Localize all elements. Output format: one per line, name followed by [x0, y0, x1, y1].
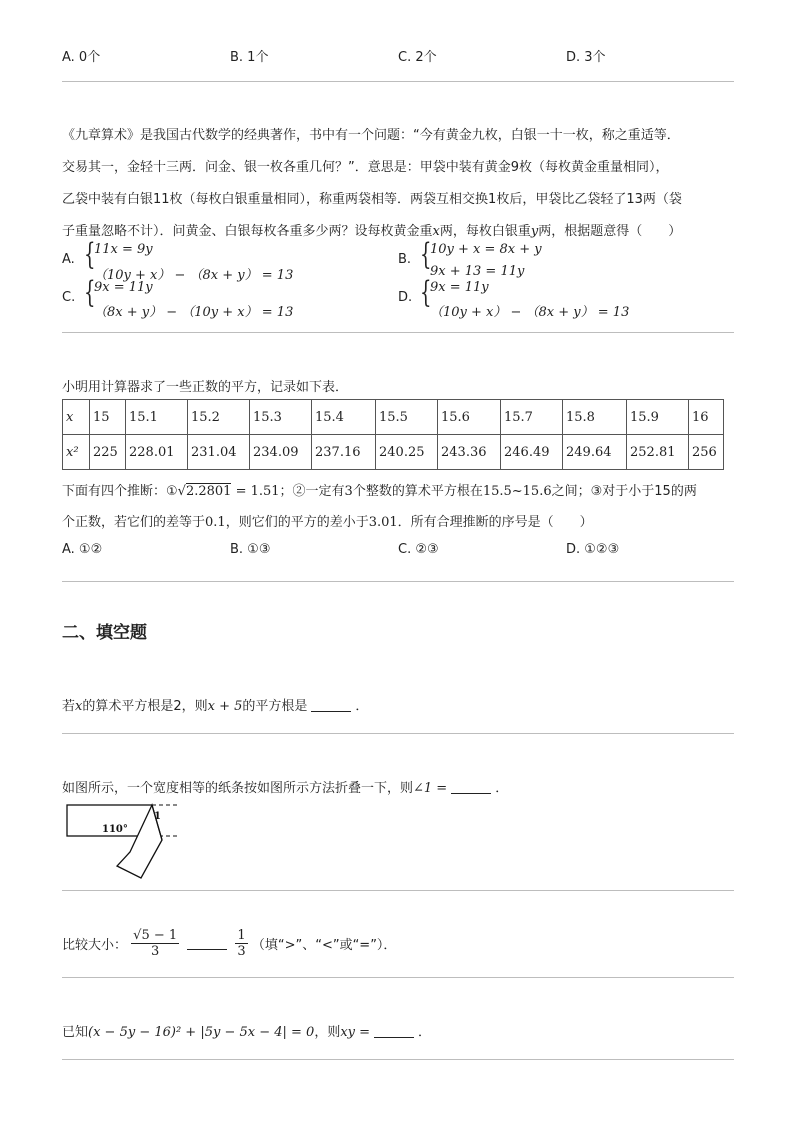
- table-cell: 15.1: [126, 400, 188, 435]
- fill-expr: (x − 5y − 16)² + |5y − 5x − 4| = 0: [88, 1025, 315, 1040]
- squares-table: [62, 399, 724, 470]
- table-cell: 15.7: [501, 400, 563, 435]
- calc-option-b[interactable]: B. ①③: [230, 542, 271, 557]
- question-line: 交易其一，金轻十三两．问金、银一枚各重几何？”．意思是：甲袋中装有黄金9枚（每枚黄金重量相同），: [62, 160, 669, 175]
- fraction-2: [235, 928, 247, 959]
- table-cell: 240.25: [376, 435, 438, 470]
- table-cell: x: [63, 400, 90, 435]
- fill-text: ，则: [314, 1025, 341, 1040]
- option-d-eq2: （10y + x） − （8x + y） = 13: [430, 305, 630, 320]
- answer-blank[interactable]: [311, 699, 351, 712]
- calc-option-d[interactable]: D. ①②③: [566, 542, 620, 557]
- table-cell: 15: [90, 400, 126, 435]
- brace-icon: {: [420, 275, 432, 310]
- answer-blank[interactable]: [374, 1025, 414, 1038]
- option-b-eq2: 9x + 13 = 11y: [430, 264, 525, 279]
- table-cell: 15.4: [312, 400, 376, 435]
- calc-value: 0.1: [205, 515, 226, 530]
- divider: [62, 733, 734, 734]
- prev-option-d[interactable]: D. 3个: [566, 50, 606, 65]
- sqrt-expression: √2.2801: [177, 484, 232, 499]
- fraction-denominator: 3: [237, 944, 246, 959]
- fraction-numerator: 1: [237, 928, 246, 943]
- section-title: 二、填空题: [62, 623, 147, 643]
- question-text: 两，每枚白银重: [439, 224, 531, 239]
- option-c-eq2: （8x + y） − （10y + x） = 13: [94, 305, 294, 320]
- divider: [62, 81, 734, 82]
- calc-option-c[interactable]: C. ②③: [398, 542, 439, 557]
- question-line: [62, 220, 681, 239]
- divider: [62, 581, 734, 582]
- angle-label-1: 1: [154, 811, 161, 822]
- table-cell: 256: [689, 435, 724, 470]
- table-row: [63, 435, 724, 470]
- table-cell: 228.01: [126, 435, 188, 470]
- question-line: 乙袋中装有白银11枚（每枚白银重量相同），称重两袋相等．两袋互相交换1枚后，甲袋比乙袋轻了13两（袋: [62, 192, 682, 207]
- table-cell: 15.5: [376, 400, 438, 435]
- angle-label-110: 110°: [102, 824, 128, 835]
- fill-text: ．: [495, 781, 509, 796]
- option-a-eq2: （10y + x） − （8x + y） = 13: [94, 268, 294, 283]
- table-cell: 234.09: [250, 435, 312, 470]
- calc-text: ，则它们的平方的差小于: [225, 515, 369, 530]
- table-cell: 249.64: [563, 435, 627, 470]
- divider: [62, 977, 734, 978]
- calc-value: 3.01: [368, 515, 398, 530]
- prev-option-b[interactable]: B. 1个: [230, 50, 269, 65]
- fill-angle: ∠1 =: [413, 781, 448, 796]
- option-d-eq1: 9x = 11y: [430, 280, 489, 295]
- option-c-eq1: 9x = 11y: [94, 280, 153, 295]
- answer-blank[interactable]: [187, 937, 227, 950]
- question-line: 《九章算术》是我国古代数学的经典著作，书中有一个问题：“今有黄金九枚，白银一十一枚，称之重适等．: [62, 128, 680, 143]
- fill-expr: xy =: [340, 1025, 371, 1040]
- fill-expr: x + 5: [207, 699, 243, 714]
- table-cell: 225: [90, 435, 126, 470]
- table-cell: 15.8: [563, 400, 627, 435]
- brace-icon: {: [420, 237, 432, 272]
- fill-question-1: [62, 695, 368, 714]
- table-cell: 16: [689, 400, 724, 435]
- option-a-eq1: 11x = 9y: [94, 242, 153, 257]
- fill-text: 的平方根是: [242, 699, 308, 714]
- calc-range: 15.5~15.6: [482, 484, 552, 499]
- table-cell: 15.3: [250, 400, 312, 435]
- table-cell: 231.04: [188, 435, 250, 470]
- table-row: [63, 400, 724, 435]
- fill-text: 如图所示，一个宽度相等的纸条按如图所示方法折叠一下，则: [62, 781, 414, 796]
- option-a-label[interactable]: A.: [62, 252, 75, 267]
- fill-text: 已知: [62, 1025, 89, 1040]
- calc-text: 个正数，若它们的差等于: [62, 515, 206, 530]
- fraction-1: [131, 928, 179, 959]
- calc-text: 之间；③对于小于15的两: [551, 484, 697, 499]
- fill-question-2: [62, 777, 508, 796]
- table-cell: 243.36: [438, 435, 501, 470]
- prev-option-c[interactable]: C. 2个: [398, 50, 437, 65]
- calc-line-2: [62, 511, 593, 530]
- fill-question-3: [62, 928, 396, 959]
- prev-option-a[interactable]: A. 0个: [62, 50, 101, 65]
- calc-intro: 小明用计算器求了一些正数的平方，记录如下表．: [62, 380, 349, 395]
- table-cell: 15.9: [627, 400, 689, 435]
- option-b-label[interactable]: B.: [398, 252, 412, 267]
- fill-text: ．: [418, 1025, 432, 1040]
- fill-var: x: [75, 699, 83, 714]
- divider: [62, 890, 734, 891]
- var-y: y: [530, 224, 539, 239]
- fraction-numerator: √5 − 1: [133, 928, 178, 943]
- fill-text: ．: [355, 699, 369, 714]
- table-cell: 246.49: [501, 435, 563, 470]
- var-x: x: [432, 224, 440, 239]
- option-b-eq1: 10y + x = 8x + y: [430, 242, 542, 257]
- folded-strip-figure: [62, 800, 192, 880]
- brace-icon: {: [84, 275, 96, 310]
- brace-icon: {: [84, 237, 96, 272]
- table-cell: 15.2: [188, 400, 250, 435]
- fill-text: 若: [62, 699, 76, 714]
- sqrt-radicand: 2.2801: [185, 484, 232, 499]
- calc-line-1: [62, 480, 697, 499]
- answer-blank[interactable]: [451, 781, 491, 794]
- divider: [62, 332, 734, 333]
- calc-text: ．所有合理推断的序号是（ ）: [397, 515, 593, 530]
- table-cell: 15.6: [438, 400, 501, 435]
- fill-text: 比较大小：: [62, 938, 128, 953]
- fraction-denominator: 3: [151, 944, 160, 959]
- calc-option-a[interactable]: A. ①②: [62, 542, 103, 557]
- table-cell: 252.81: [627, 435, 689, 470]
- calc-text: 下面有四个推断：①: [62, 484, 178, 499]
- question-text: 两，根据题意得（ ）: [538, 224, 682, 239]
- option-c-label[interactable]: C.: [62, 290, 76, 305]
- divider: [62, 1059, 734, 1060]
- calc-text: = 1.51；②一定有3个整数的算术平方根在: [231, 484, 483, 499]
- option-d-label[interactable]: D.: [398, 290, 413, 305]
- table-cell: x²: [63, 435, 90, 470]
- table-cell: 237.16: [312, 435, 376, 470]
- question-text: 子重量忽略不计）．问黄金、白银每枚各重多少两？设每枚黄金重: [62, 224, 433, 239]
- fill-question-4: [62, 1021, 431, 1040]
- fill-text: （填“>”、“<”或“=”）．: [251, 938, 397, 953]
- fill-text: 的算术平方根是2，则: [82, 699, 208, 714]
